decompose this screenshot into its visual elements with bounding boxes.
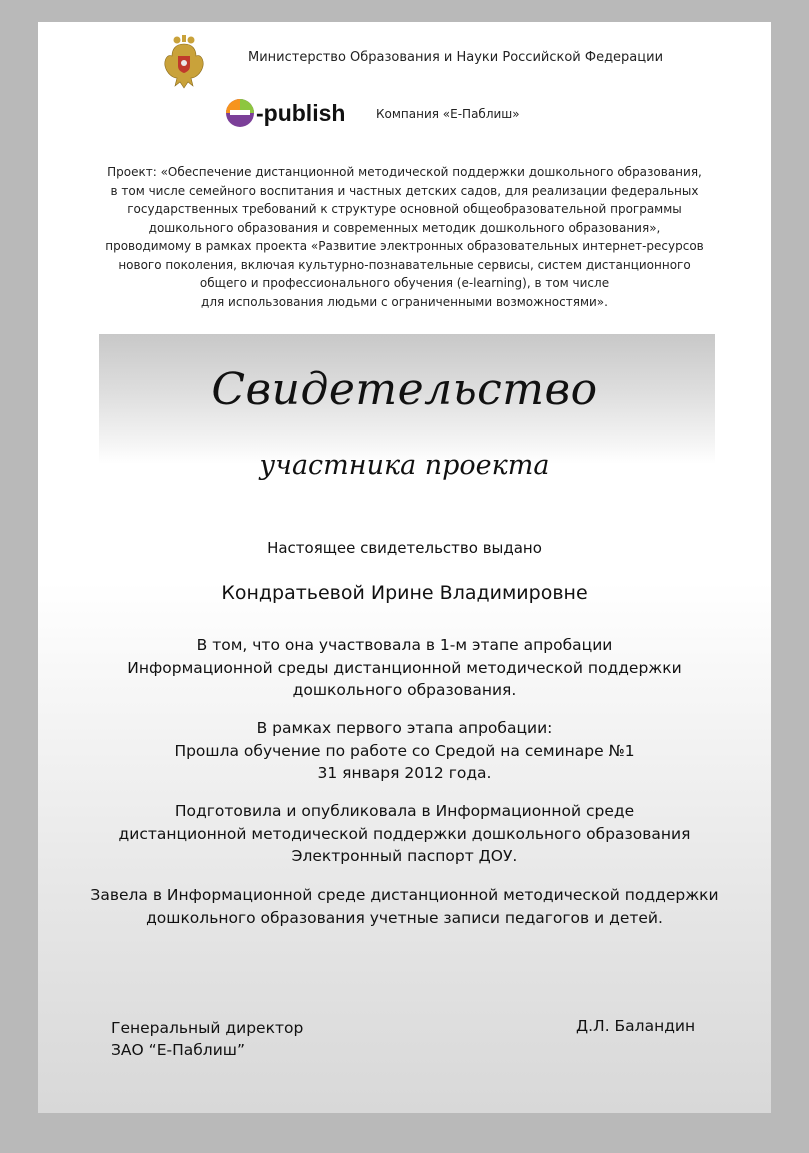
project-description (68, 163, 741, 311)
position-title: Генеральный директор (111, 1019, 304, 1037)
russian-coat-of-arms-icon (163, 34, 205, 90)
signatory-position (111, 1017, 303, 1061)
project-line: общего и профессионального обучения (e-learning), в том числе (199, 276, 610, 290)
paragraph-line: Информационной среды дистанционной методической поддержки (127, 658, 682, 677)
paragraph-line: дошкольного образования учетные записи педагогов и детей. (146, 908, 663, 927)
project-line: нового поколения, включая культурно-познавательные сервисы, систем дистанционного (118, 257, 691, 272)
paragraph-line: В рамках первого этапа апробации: (256, 719, 553, 737)
organization-name: ЗАО “Е-Паблиш” (111, 1041, 245, 1059)
project-line: дошкольного образования и современных методик дошкольного образования», (148, 220, 661, 235)
paragraph-line: В том, что она участвовала в 1-м этапе апробации (196, 636, 613, 654)
paragraph-line: Подготовила и опубликовала в Информационной среде (174, 802, 635, 820)
signatory-name: Д.Л. Баландин (576, 1017, 696, 1035)
project-line: в том числе семейного воспитания и частных детских садов, для реализации федеральных (110, 183, 699, 198)
paragraph-line: дошкольного образования. (292, 681, 517, 699)
certificate-subtitle: участника проекта (259, 450, 550, 481)
recipient-name: Кондратьевой Ирине Владимировне (221, 582, 588, 604)
paragraph-line: Завела в Информационной среде дистанционной методической поддержки (90, 886, 719, 904)
paragraph-participation (38, 634, 771, 702)
ministry-name: Министерство Образования и Науки Российской Федерации (248, 50, 664, 65)
issued-to-label: Настоящее свидетельство выдано (267, 539, 542, 557)
project-line: государственных требований к структуре основной общеобразовательной программы (127, 202, 682, 216)
e-publish-logo (223, 97, 358, 129)
project-line: Проект: «Обеспечение дистанционной методической поддержки дошкольного образования, (107, 165, 702, 179)
certificate-title: Свидетельство (211, 364, 598, 415)
company-name: Компания «Е-Паблиш» (376, 107, 520, 121)
paragraph-line: дистанционной методической поддержки дошкольного образования (118, 824, 691, 843)
paragraph-line: Электронный паспорт ДОУ. (291, 847, 518, 865)
project-line: для использования людьми с ограниченными возможностями». (201, 294, 608, 309)
svg-text:-publish: -publish (256, 100, 346, 126)
project-line: проводимому в рамках проекта «Развитие электронных образовательных интернет-ресурсов (105, 239, 704, 253)
paragraph-line: Прошла обучение по работе со Средой на семинаре №1 (174, 741, 635, 760)
paragraph-line: 31 января 2012 года. (317, 764, 492, 782)
paragraph-accounts (38, 884, 771, 929)
certificate-sheet (38, 22, 771, 1113)
paragraph-training (38, 717, 771, 785)
paragraph-publication (38, 800, 771, 868)
